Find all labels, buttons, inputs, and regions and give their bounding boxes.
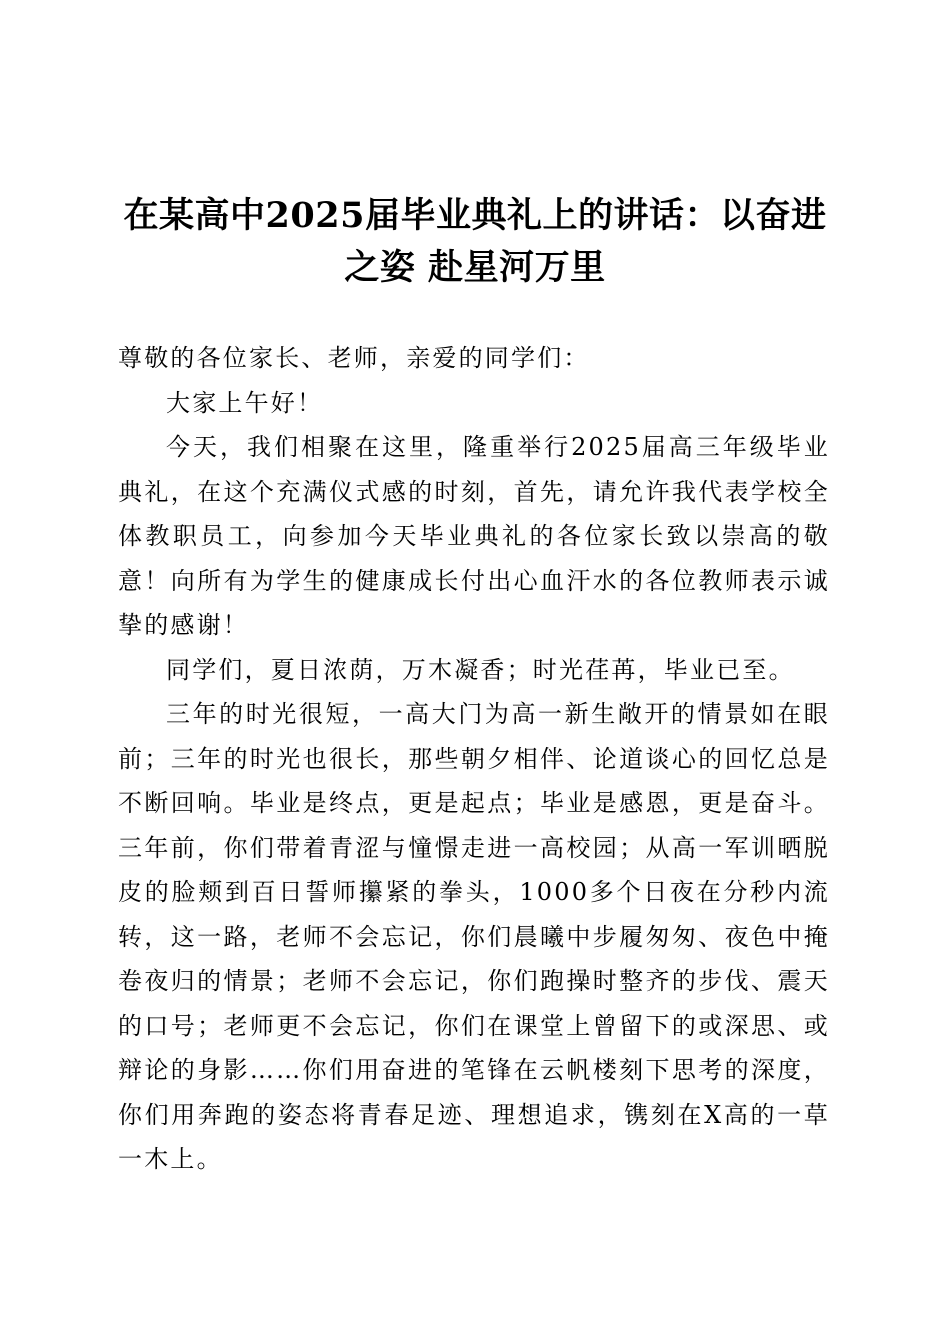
title-line-1: 在某高中2025届毕业典礼上的讲话：以奋进 xyxy=(123,195,827,236)
paragraph-season: 同学们，夏日浓荫，万木凝香；时光荏苒，毕业已至。 xyxy=(166,655,795,684)
document-title xyxy=(110,190,840,294)
salutation: 尊敬的各位家长、老师，亲爱的同学们： xyxy=(118,344,590,372)
document-body xyxy=(118,336,830,1182)
paragraph-memories: 三年的时光很短，一高大门为高一新生敞开的情景如在眼前；三年的时光也很长，那些朝夕相伴、论道谈心的回忆总是不断回响。毕业是终点，更是起点；毕业是感恩，更是奋斗。三年前，你们带着青涩与憧憬走进一高校园；从高一军训晒脱皮的脸颊到百日誓师攥紧的拳头，1000多个日夜在分秒内流转，这一路，老师不会忘记，你们晨曦中步履匆匆、夜色中掩卷夜归的情景；老师不会忘记，你们跑操时整齐的步伐、震天的口号；老师更不会忘记，你们在课堂上曾留下的或深思、或辩论的身影……你们用奋进的笔锋在云帆楼刻下思考的深度，你们用奔跑的姿态将青春足迹、理想追求，镌刻在X高的一草一木上。 xyxy=(118,700,830,1173)
paragraph-greeting: 大家上午好！ xyxy=(166,388,324,417)
title-line-2: 之姿 赴星河万里 xyxy=(344,247,606,288)
paragraph-opening: 今天，我们相聚在这里，隆重举行2025届高三年级毕业典礼，在这个充满仪式感的时刻，首先，请允许我代表学校全体教职员工，向参加今天毕业典礼的各位家长致以崇高的敬意！向所有为学生的健康成长付出心血汗水的各位教师表示诚挚的感谢！ xyxy=(118,433,830,639)
